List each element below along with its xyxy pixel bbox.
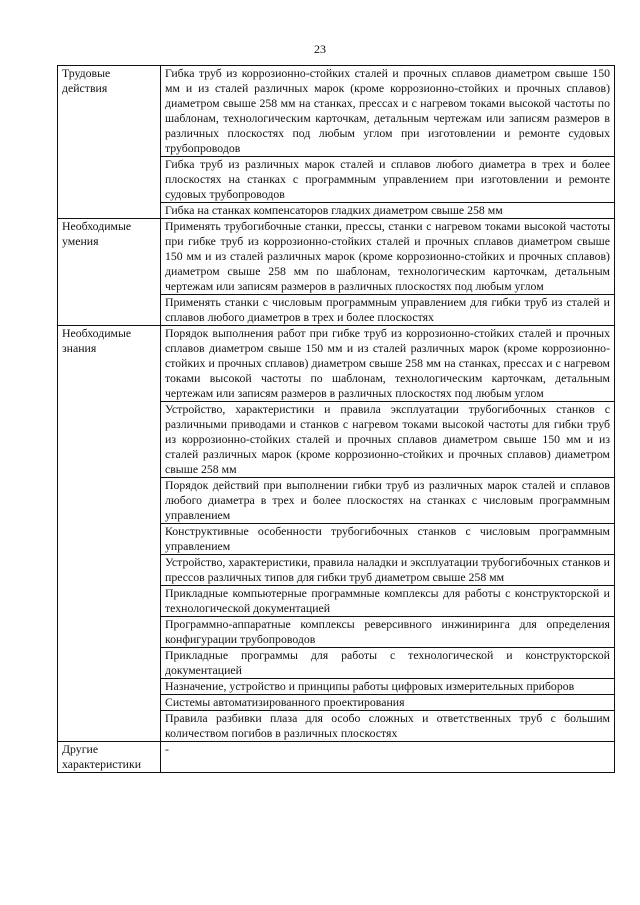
table-cell: Прикладные программы для работы с технологической и конструкторской документацией: [161, 648, 615, 679]
row-label-labor-actions: Трудовые действия: [58, 66, 161, 219]
row-label-other-characteristics: Другие характеристики: [58, 742, 161, 773]
table-cell: Применять станки с числовым программным управлением для гибки труб из сталей и сплавов любого диаметров в трех и более плоскостях: [161, 295, 615, 326]
page-number: 23: [314, 42, 326, 56]
table-cell: Порядок выполнения работ при гибке труб из коррозионно-стойких сталей и прочных сплавов диаметром свыше 150 мм и из сталей различных марок (кроме коррозионно-стойких и прочных сплавов) диаметром свыше 258 мм на станках, прессах и с нагревом токами высокой частоты по шаблонам, технологическим карточкам, детальным чертежам или записям размеров в различных плоскостях под любым углом: [161, 326, 615, 402]
table-cell: Порядок действий при выполнении гибки труб из различных марок сталей и сплавов любого диаметра в трех и более плоскостях на станках с числовым программным управлением: [161, 478, 615, 524]
table-cell: Программно-аппаратные комплексы реверсивного инжиниринга для определения конфигурации трубопроводов: [161, 617, 615, 648]
table-cell: Назначение, устройство и принципы работы цифровых измерительных приборов: [161, 679, 615, 695]
table-row: [58, 219, 615, 295]
row-label-required-skills: Необходимые умения: [58, 219, 161, 326]
table-cell: Устройство, характеристики и правила эксплуатации трубогибочных станков с различными приводами и станков с нагревом токами высокой частоты для гибки труб из коррозионно-стойких сталей и прочных сплавов диаметром свыше 150 мм и из сталей различных марок (кроме коррозионно-стойких и прочных сплавов) диаметром свыше 258 мм: [161, 402, 615, 478]
table-cell: Правила разбивки плаза для особо сложных и ответственных труб с большим количеством погибов в различных плоскостях: [161, 711, 615, 742]
table-row: [58, 742, 615, 773]
table-row: [58, 66, 615, 157]
table-cell: Гибка на станках компенсаторов гладких диаметром свыше 258 мм: [161, 203, 615, 219]
table-cell: -: [161, 742, 615, 773]
table-row: [58, 326, 615, 402]
table-cell: Системы автоматизированного проектирования: [161, 695, 615, 711]
row-label-required-knowledge: Необходимые знания: [58, 326, 161, 742]
table-cell: Конструктивные особенности трубогибочных станков с числовым программным управлением: [161, 524, 615, 555]
table-cell: Применять трубогибочные станки, прессы, станки с нагревом токами высокой частоты при гибке труб из коррозионно-стойких сталей и прочных сплавов диаметром свыше 150 мм и из сталей различных марок (кроме коррозионно-стойких и прочных сплавов) диаметром свыше 258 мм по шаблонам, технологическим карточкам, детальным чертежам или записям размеров в различных плоскостях под любым углом: [161, 219, 615, 295]
table-cell: Гибка труб из различных марок сталей и сплавов любого диаметра в трех и более плоскостях на станках с программным управлением при изготовлении и ремонте судовых трубопроводов: [161, 157, 615, 203]
characteristics-table: [57, 65, 615, 773]
table-cell: Устройство, характеристики, правила наладки и эксплуатации трубогибочных станков и прессов различных типов для гибки труб диаметром свыше 258 мм: [161, 555, 615, 586]
table-cell: Прикладные компьютерные программные комплексы для работы с конструкторской и технологической документацией: [161, 586, 615, 617]
table-cell: Гибка труб из коррозионно-стойких сталей и прочных сплавов диаметром свыше 150 мм и из сталей различных марок (кроме коррозионно-стойких и прочных сплавов) диаметром свыше 258 мм на станках, прессах и с нагревом токами высокой частоты по шаблонам, технологическим карточкам, детальным чертежам или записям размеров в различных плоскостях под любым углом при изготовлении и ремонте судовых трубопроводов: [161, 66, 615, 157]
